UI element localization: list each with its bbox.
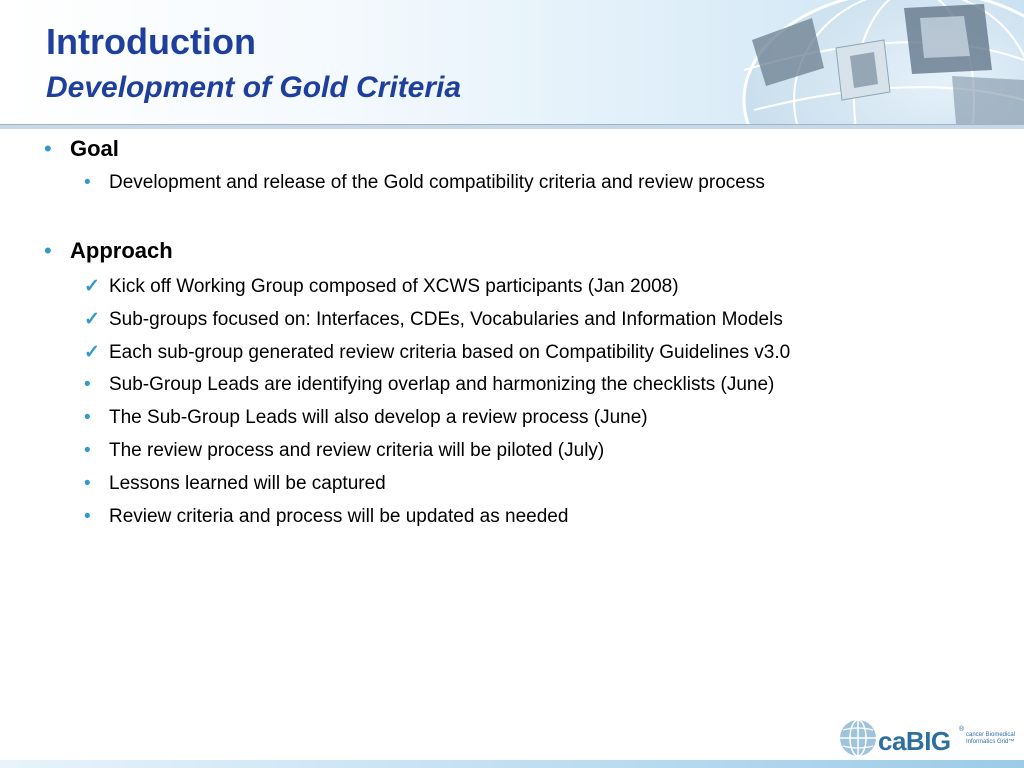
slide-header xyxy=(0,0,1024,124)
footer-bar xyxy=(0,760,1024,768)
list-item-text: Each sub-group generated review criteria based on Compatibility Guidelines v3.0 xyxy=(109,342,791,363)
logo-trademark: ® xyxy=(959,726,965,733)
logo-tagline: cancer Biomedical Informatics Grid™ xyxy=(966,732,1016,745)
logo-wordmark: caBIG xyxy=(878,726,951,756)
section-heading-approach xyxy=(44,238,173,264)
checkmark-icon: ✓ xyxy=(84,342,100,363)
section-heading-text: Approach xyxy=(70,238,173,263)
list-item xyxy=(84,506,568,528)
bullet-icon: • xyxy=(44,136,52,161)
list-item xyxy=(84,473,386,495)
list-item xyxy=(84,308,783,331)
list-item xyxy=(84,275,679,298)
logo-globe-icon xyxy=(838,718,878,758)
list-item xyxy=(84,341,790,364)
bullet-icon: • xyxy=(84,506,91,527)
list-item-text: Sub-groups focused on: Interfaces, CDEs, Vocabularies and Information Models xyxy=(109,309,783,330)
cabig-logo xyxy=(838,718,1018,762)
header-divider xyxy=(0,124,1024,129)
bullet-icon: • xyxy=(84,473,91,494)
bullet-icon: • xyxy=(84,172,91,193)
bullet-icon: • xyxy=(44,238,52,263)
slide-title: Introduction xyxy=(46,21,256,62)
list-item xyxy=(84,440,604,462)
bullet-icon: • xyxy=(84,407,91,428)
list-item xyxy=(84,407,648,429)
list-item-text: Development and release of the Gold compatibility criteria and review process xyxy=(109,172,765,193)
bullet-icon: • xyxy=(84,374,91,395)
section-heading-goal xyxy=(44,136,119,162)
section-heading-text: Goal xyxy=(70,136,119,161)
list-item-text: The Sub-Group Leads will also develop a review process (June) xyxy=(109,407,648,428)
list-item-text: Sub-Group Leads are identifying overlap and harmonizing the checklists (June) xyxy=(109,374,775,395)
checkmark-icon: ✓ xyxy=(84,276,100,297)
list-item-text: Review criteria and process will be updated as needed xyxy=(109,506,569,527)
list-item xyxy=(84,374,774,396)
list-item-text: Kick off Working Group composed of XCWS participants (Jan 2008) xyxy=(109,276,679,297)
bullet-icon: • xyxy=(84,440,91,461)
slide-subtitle: Development of Gold Criteria xyxy=(46,71,462,104)
list-item-text: Lessons learned will be captured xyxy=(109,473,386,494)
list-item xyxy=(84,172,765,194)
list-item-text: The review process and review criteria will be piloted (July) xyxy=(109,440,605,461)
globe-image-icon xyxy=(724,0,1024,124)
checkmark-icon: ✓ xyxy=(84,309,100,330)
